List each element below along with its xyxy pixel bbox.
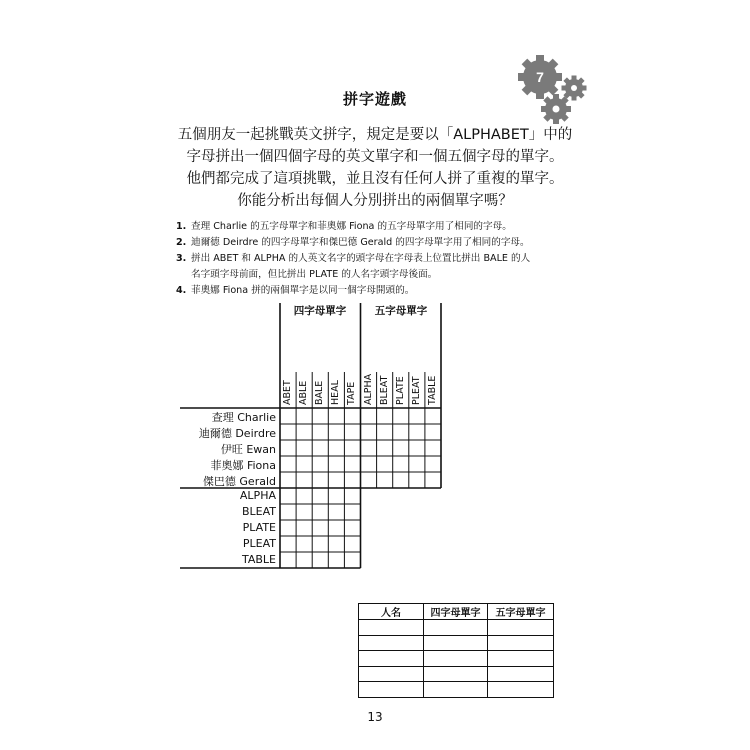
intro-line: 你能分析出每個人分別拼出的兩個單字嗎？ (237, 193, 513, 209)
row-label-person: 查理 Charlie (211, 411, 276, 424)
answer-header-row (359, 604, 554, 620)
answer-cell[interactable] (424, 666, 488, 682)
four-letter-header: 四字母單字 (293, 305, 347, 317)
clue-number: 2. (176, 237, 187, 248)
intro-line: 他們都完成了這項挑戰，並且沒有任何人拼了重複的單字。 (186, 171, 564, 187)
clue-text: 迪爾德 Deirdre 的四字母單字和傑巴德 Gerald 的四字母單字用了相同的字母。 (191, 237, 530, 248)
row-label-person: 迪爾德 Deirdre (198, 427, 276, 440)
clue-text: 菲奧娜 Fiona 拼的兩個單字是以同一個字母開頭的。 (191, 285, 415, 296)
clue-number: 1. (176, 221, 187, 232)
column-label: TABLE (427, 375, 438, 405)
answer-cell[interactable] (424, 682, 488, 698)
answer-cell[interactable] (359, 620, 424, 636)
row-label-word: ALPHA (239, 489, 276, 502)
column-label: PLATE (395, 376, 406, 405)
intro-line: 五個朋友一起挑戰英文拼字，規定是要以「ALPHABET」中的 (177, 127, 573, 143)
answer-header-four: 四字母單字 (424, 604, 488, 620)
row-label-person: 傑巴德 Gerald (202, 475, 276, 488)
clue-number: 3. (176, 253, 187, 264)
answer-header-five: 五字母單字 (488, 604, 554, 620)
answer-row (359, 620, 554, 636)
answer-cell[interactable] (424, 651, 488, 667)
row-label-word: TABLE (241, 553, 276, 566)
page-title: 拼字遊戲 (342, 90, 407, 108)
column-label: ABLE (298, 380, 309, 405)
row-label-word: BLEAT (241, 505, 276, 518)
answer-cell[interactable] (359, 682, 424, 698)
badge-number: 7 (536, 69, 544, 85)
answer-table (358, 603, 554, 698)
column-label: ALPHA (363, 373, 374, 405)
row-label-person: 菲奧娜 Fiona (210, 459, 276, 472)
answer-row (359, 666, 554, 682)
five-letter-header: 五字母單字 (374, 305, 428, 317)
answer-cell[interactable] (488, 666, 554, 682)
row-label-person: 伊旺 Ewan (220, 443, 276, 456)
answer-header-name: 人名 (359, 604, 424, 620)
clue-text: 名字頭字母前面，但比拼出 PLATE 的人名字頭字母後面。 (191, 269, 438, 280)
column-label: PLEAT (411, 376, 422, 405)
clue-number: 4. (176, 285, 187, 296)
intro-line: 字母拼出一個四個字母的英文單字和一個五個字母的單字。 (186, 149, 564, 165)
row-label-word: PLATE (242, 521, 276, 534)
answer-cell[interactable] (488, 620, 554, 636)
clue-text: 拼出 ABET 和 ALPHA 的人英文名字的頭字母在字母表上位置比拼出 BALE 的人 (191, 253, 531, 264)
page-number: 13 (367, 710, 383, 724)
column-label: BALE (314, 380, 325, 405)
column-label: TAPE (346, 381, 357, 405)
answer-row (359, 651, 554, 667)
answer-cell[interactable] (359, 666, 424, 682)
column-label: BLEAT (379, 375, 390, 405)
clue-text: 查理 Charlie 的五字母單字和菲奧娜 Fiona 的五字母單字用了相同的字母。 (191, 221, 512, 232)
answer-row (359, 635, 554, 651)
answer-cell[interactable] (359, 635, 424, 651)
answer-cell[interactable] (359, 651, 424, 667)
answer-cell[interactable] (424, 635, 488, 651)
answer-cell[interactable] (488, 635, 554, 651)
column-label: HEAL (330, 380, 341, 405)
answer-cell[interactable] (488, 682, 554, 698)
answer-cell[interactable] (488, 651, 554, 667)
column-label: ABET (282, 380, 293, 405)
row-label-word: PLEAT (242, 537, 276, 550)
answer-row (359, 682, 554, 698)
answer-cell[interactable] (424, 620, 488, 636)
